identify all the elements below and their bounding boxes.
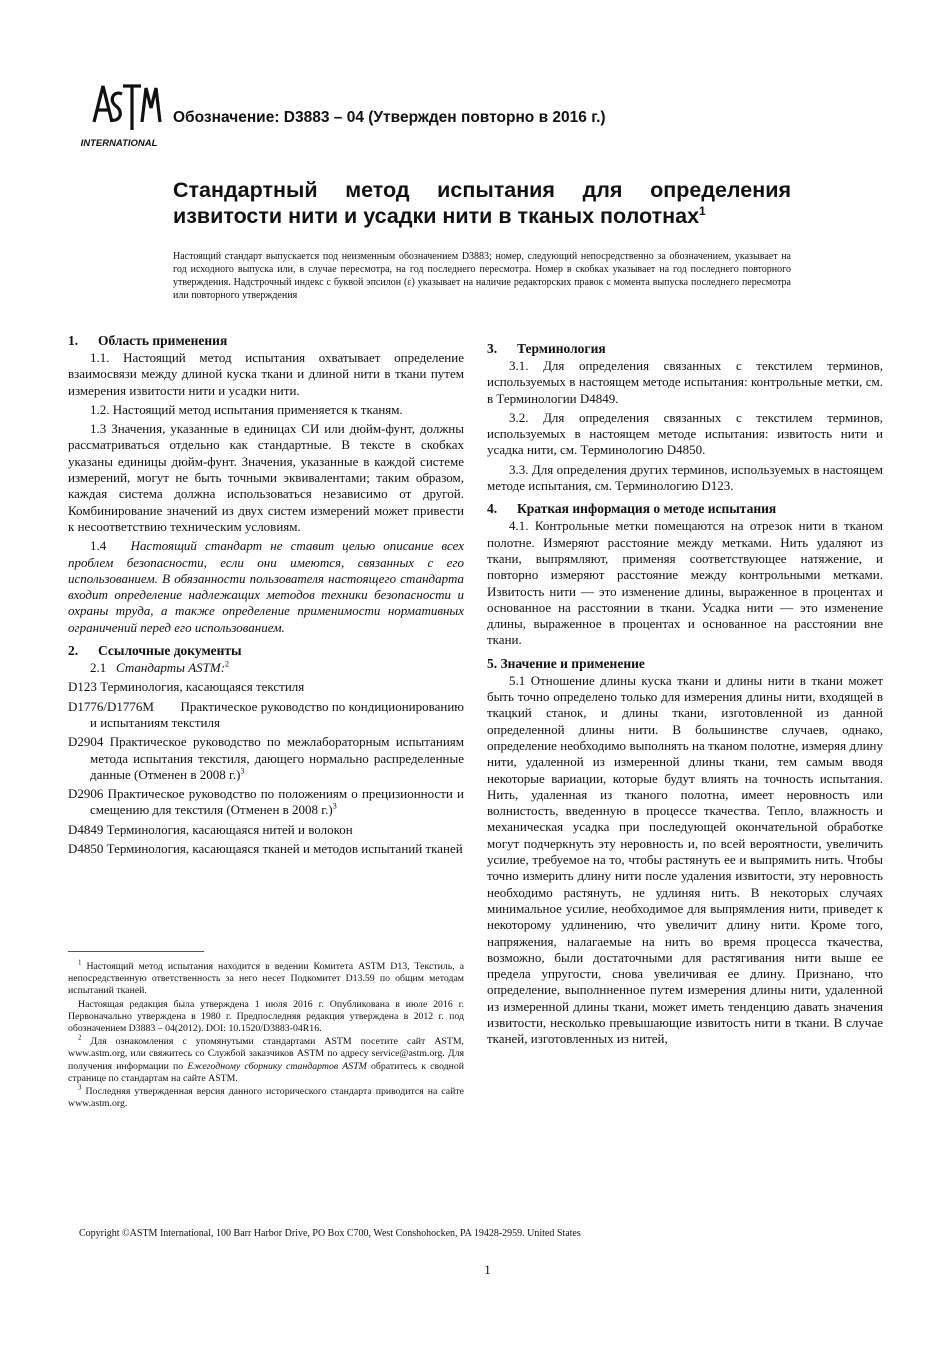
- left-column: [68, 332, 464, 860]
- reference-item: D1776/D1776M Практическое руководство по кондиционированию и испытаниям текстиля: [68, 698, 464, 730]
- section-1-heading: 1. Область применения: [68, 333, 228, 348]
- right-column: [487, 340, 883, 1051]
- paragraph-3-2: 3.2. Для определения связанных с текстилем терминов, используемых в настоящем методе испытания: извитость нити и усадка нити, см. Терминологию D4850.: [487, 409, 883, 458]
- footnote-1: $^1$ Настоящий метод испытания находится в ведении Комитета ASTM D13, Текстиль, а непосредственную ответственность за него несет Подкомитет D13.59 по общим методам испытаний тканей.: [68, 958, 465, 997]
- reference-item: D2904 Практическое руководство по межлабораторным испытаниям метода испытания текстиля, дающего нормально распределенные данные (Отменен в 2008 г.)$^3$: [68, 734, 464, 782]
- footnote-divider: [68, 951, 204, 952]
- paragraph-1-1: 1.1. Настоящий метод испытания охватывает определение взаимосвязи между длиной куска ткани и длиной нити в ткани путем измерения извитости нити и усадки нити.: [68, 350, 464, 398]
- paragraph-4-1: 4.1. Контрольные метки помещаются на отрезок нити в тканом полотне. Измеряют расстояние между метками. Нить удаляют из ткани, выпрямляют, применяя соответствующее натяжение, и повторно измеряют расстояние между контрольными метками. Извитость нити — это изменение длины, выраженное в процентах и основанное на расстоянии в ткани. Усадка нити — это изменение длины, выраженное в процентах и основанное на расстоянии вне ткани.: [487, 518, 883, 648]
- reference-list: [68, 679, 464, 857]
- copyright-notice: Copyright ©ASTM International, 100 Barr Harbor Drive, PO Box C700, West Conshohocken, PA 19428-2959. United States: [79, 1228, 581, 1239]
- section-5-heading: 5. Значение и применение: [487, 655, 645, 671]
- section-3-heading: 3. Терминология: [487, 341, 606, 356]
- paragraph-1-4: 1.4 Настоящий стандарт не ставит целью описание всех проблем безопасности, если они имеются, связанных с его использованием. В обязанности пользователя настоящего стандарта входит определение надлежащих методов техники безопасности и охраны труда, а также определение применимости нормативных ограничений перед его использованием.: [68, 538, 464, 635]
- footnote-1-revision: Настоящая редакция была утверждена 1 июля 2016 г. Опубликована в июле 2016 г. Первоначально утверждена в 1980 г. Предпоследняя редакция утверждена в 2012 г. под обозначением D3883 – 04(2012). DOI: 10.1520/D3883-04R16.: [68, 998, 464, 1035]
- title-footnote-mark: 1: [699, 203, 706, 218]
- standard-designation: Обозначение: D3883 – 04 (Утвержден повторно в 2016 г.): [173, 109, 606, 126]
- reference-item: D123 Терминология, касающаяся текстиля: [68, 679, 305, 695]
- logo-subtitle: INTERNATIONAL: [80, 138, 158, 149]
- paragraph-5-1: 5.1 Отношение длины куска ткани и длины нити в ткани может быть точно определено только для измерения длины нити, входящей в ткацкий станок, и длины ткани, изготовленной из данной определенной длины нити. В большинстве случаев, однако, определение необходимо выполнять на тканом полотне, измеряя длину нити, удаленной из измеренной длины ткани, тем самым вводя некоторые вариации, которые будут влиять на точность испытания. Нить, удаленная из тканого полотна, имеет неровность или волнистость, введенную в процессе ткачества. Тепло, влажность и механическая усадка при последующей окончательной обработке могут подчеркнуть эту неровность и, по всей вероятности, увеличить усилие, требуемое на то, чтобы растянуть ее и выпрямить нить. Чтобы точно измерить длину нити после удаления извитости, эту неровность необходимо растянуть, не удлиняя нить. В некоторых случаях минимальное усилие, необходимое для выпрямления нити, приведет к некоторому удлинению, что увеличит длину нити. Кроме того, напряжения, налагаемые на нить во время процесса ткачества, возможно, были достаточными для растягивания нити выше ее предела упругости, снова увеличивая ее длину. Признано, что определение, выполнненное путем измерения длины нити, удаленной из измеренной длины ткани, может иметь тенденцию давать значения извитости, несколько превышающие извитость нити в ткани. В случае тканей, изготовленных из нитей,: [487, 672, 883, 1047]
- section-2-heading: 2. Ссылочные документы: [68, 643, 242, 659]
- section-4-heading: 4. Краткая информация о методе испытания: [487, 501, 777, 517]
- reference-item: D4849 Терминология, касающаяся нитей и волокон: [68, 821, 353, 837]
- document-title: [173, 177, 791, 229]
- reference-item: D4850 Терминология, касающаяся тканей и методов испытаний тканей: [68, 841, 463, 857]
- footnote-2: $^2$ Для ознакомления с упомянутыми стандартами ASTM посетите сайт ASTM, www.astm.org, или свяжитесь со Службой заказчиков ASTM по адресу service@astm.org. Для получения информации по Ежегодному сборнику стандартов ASTM обратитесь к сводной странице по стандартам на сайте ASTM.: [68, 1033, 465, 1084]
- paragraph-2-1: 2.1 Стандарты ASTM:$^2$: [90, 659, 230, 676]
- paragraph-3-1: 3.1. Для определения связанных с текстилем терминов, используемых в настоящем методе испытания: контрольные метки, см. в Терминологии D4849.: [487, 358, 883, 406]
- astm-logo: [76, 78, 162, 150]
- intro-note: Настоящий стандарт выпускается под неизменным обозначением D3883; номер, следующий непосредственно за обозначением, указывает на год исходного выпуска или, в случае пересмотра, на год последнего пересмотра. Номер в скобках указывает на год последнего повторного утверждения. Надстрочный индекс с буквой эпсилон (ε) указывает на наличие редакторских правок с момента выпуска последнего пересмотра или повторного утверждения: [173, 251, 791, 301]
- footnotes: [68, 958, 465, 1111]
- title-text: Стандартный метод испытания для определения извитости нити и усадки нити в тканых полотнах: [173, 178, 791, 228]
- page-number: 1: [484, 1262, 491, 1277]
- reference-item: D2906 Практическое руководство по положениям о прецизионности и смещению для текстиля (Отменен в 2008 г.)$^3$: [68, 786, 464, 818]
- paragraph-3-3: 3.3. Для определения других терминов, используемых в настоящем методе испытания, см. Терминологию D123.: [487, 461, 883, 494]
- paragraph-1-2: 1.2. Настоящий метод испытания применяется к тканям.: [90, 401, 403, 417]
- paragraph-1-3: 1.3 Значения, указанные в единицах СИ или дюйм-фунт, должны рассматриваться отдельно как стандартные. В тексте в скобках указаны единицы дюйм-фунт. Значения, указанные в каждой системе измерений, могут не быть точными эквивалентами; таким образом, каждая система должна использоваться независимо от другой. Комбинирование значений из двух систем измерений может привести к несоответствию техническим условиям.: [68, 421, 464, 534]
- footnote-3: $^3$ Последняя утвержденная версия данного исторического стандарта приводится на сайте www.astm.org.: [68, 1083, 464, 1110]
